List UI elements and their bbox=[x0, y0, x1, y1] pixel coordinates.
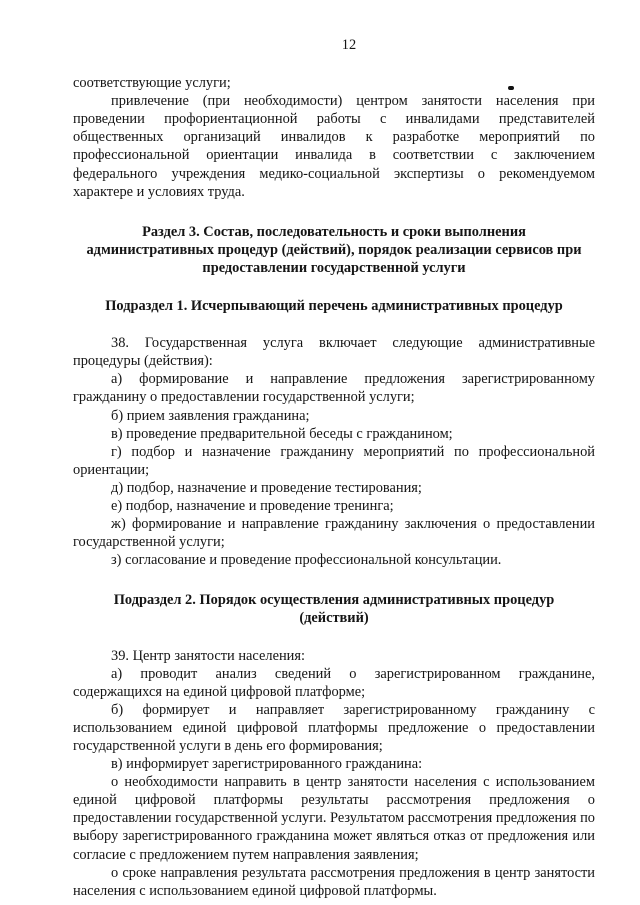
list-item-v: в) информирует зарегистрированного гражданина: bbox=[111, 756, 423, 773]
document-page bbox=[73, 36, 595, 900]
page-number: 12 bbox=[341, 37, 357, 53]
subsection-1-heading: Подраздел 1. Исчерпывающий перечень административных процедур bbox=[105, 298, 563, 315]
list-item-d: д) подбор, назначение и проведение тестирования; bbox=[111, 479, 422, 496]
list-item-z: з) согласование и проведение профессиональной консультации. bbox=[111, 552, 502, 569]
list-item-a: а) формирование и направление предложения зарегистрированному гражданину о предоставлении государственной услуги; bbox=[73, 371, 595, 406]
intro-paragraph: соответствующие услуги; bbox=[73, 75, 231, 92]
section-3-heading: Раздел 3. Состав, последовательность и сроки выполнения административных процедур (действий), порядок реализации сервисов при предоставлении государственной услуги bbox=[86, 223, 582, 276]
sub-item-deadline: о сроке направления результата рассмотрения предложения в центр занятости населения с использованием единой цифровой платформы. bbox=[73, 864, 595, 899]
list-item-b: б) формирует и направляет зарегистрированному гражданину с использованием единой цифровой платформы предложение о предоставлении государственной услуги в день его формирования; bbox=[73, 701, 595, 754]
subsection-2-heading: Подраздел 2. Порядок осуществления административных процедур (действий) bbox=[113, 592, 555, 627]
list-item-g: г) подбор и назначение гражданину мероприятий по профессиональной ориентации; bbox=[73, 443, 595, 478]
list-item-e: е) подбор, назначение и проведение тренинга; bbox=[111, 497, 394, 514]
list-item-zh: ж) формирование и направление гражданину заключения о предоставлении государственной услуги; bbox=[73, 516, 595, 551]
clause-39: 39. Центр занятости населения: bbox=[111, 647, 305, 664]
list-item-v: в) проведение предварительной беседы с гражданином; bbox=[111, 425, 453, 442]
list-item-a: а) проводит анализ сведений о зарегистрированном гражданине, содержащихся на единой цифровой платформе; bbox=[73, 665, 595, 700]
list-item-b: б) прием заявления гражданина; bbox=[111, 407, 310, 424]
scan-mark bbox=[508, 86, 514, 90]
intro-paragraph: привлечение (при необходимости) центром занятости населения при проведении профориентационной работы с инвалидами представителей общественных организаций инвалидов к разработке мероприятий по профессиональной ориентации инвалида в соответствии с заключением федерального учреждения медико-социальной экспертизы о рекомендуемом характере и условиях труда. bbox=[73, 93, 595, 200]
clause-38: 38. Государственная услуга включает следующие административные процедуры (действия): bbox=[73, 335, 595, 370]
sub-item-necessity: о необходимости направить в центр занятости населения с использованием единой цифровой платформы результаты рассмотрения предложения о предоставлении государственной услуги. Результатом рассмотрения предложения по выбору зарегистрированного гражданина может являться отказ от предложения или согласие с предложением путем направления заявления; bbox=[73, 774, 595, 863]
